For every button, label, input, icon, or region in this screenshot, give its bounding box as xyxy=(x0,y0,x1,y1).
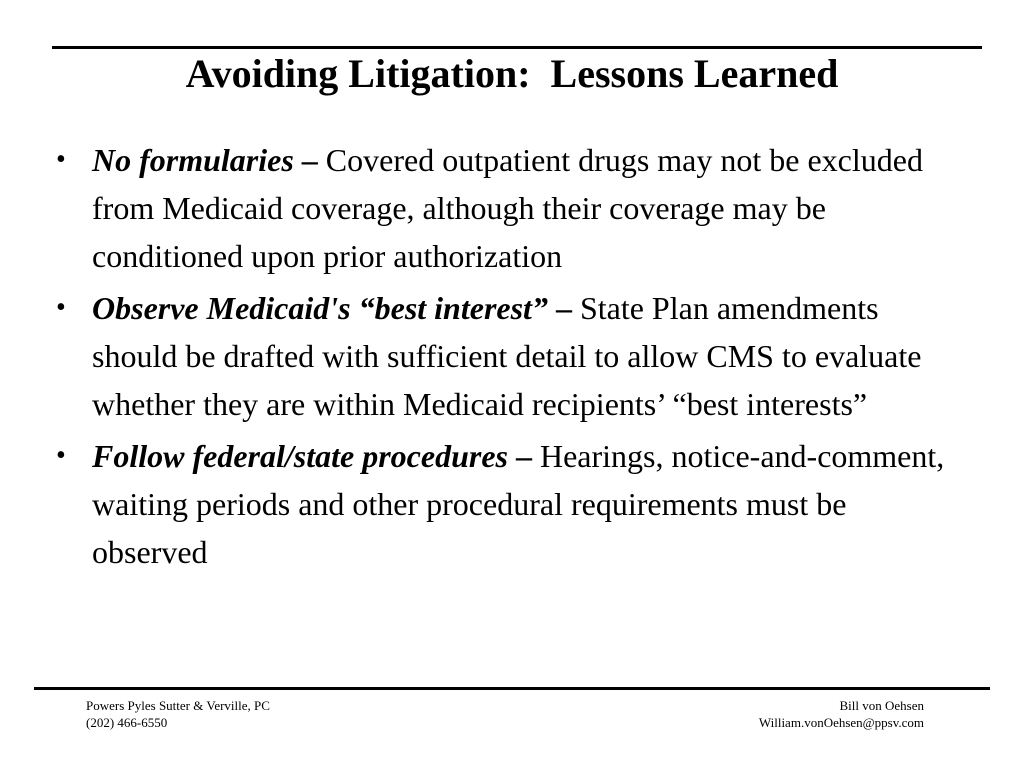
author-name: Bill von Oehsen xyxy=(839,698,924,713)
footer-firm-info xyxy=(86,697,270,731)
bullet-dash: – xyxy=(507,438,532,474)
bullet-icon: • xyxy=(56,292,66,323)
footer-top-rule xyxy=(34,687,990,690)
firm-name: Powers Pyles Sutter & Verville, PC xyxy=(86,698,270,713)
bullet-text: Covered outpatient drugs may not be excluded from Medicaid coverage, although their coverage may be conditioned upon prior authorization xyxy=(92,142,923,274)
slide-title: Avoiding Litigation: Lessons Learned xyxy=(185,51,839,96)
bullet-item-procedures xyxy=(56,432,946,576)
bullet-item-best-interest xyxy=(56,284,946,428)
bullet-list xyxy=(56,136,946,580)
bullet-icon: • xyxy=(56,440,66,471)
firm-phone: (202) 466-6550 xyxy=(86,715,168,730)
author-email: William.vonOehsen@ppsv.com xyxy=(758,715,924,730)
bullet-heading: Observe Medicaid's “best interest” xyxy=(92,290,548,326)
bullet-text: State Plan amendments should be drafted with sufficient detail to allow CMS to evaluate whether they are within Medicaid recipients’ “best interests” xyxy=(92,290,922,422)
footer-author-info xyxy=(759,697,924,731)
bullet-heading: No formularies xyxy=(92,142,294,178)
title-top-rule xyxy=(52,46,982,49)
bullet-item-no-formularies xyxy=(56,136,946,280)
bullet-heading: Follow federal/state procedures xyxy=(92,438,508,474)
bullet-icon: • xyxy=(56,144,66,175)
bullet-dash: – xyxy=(547,290,572,326)
bullet-dash: – xyxy=(293,142,318,178)
bullet-text: Hearings, notice-and-comment, waiting periods and other procedural requirements must be observed xyxy=(92,438,945,570)
